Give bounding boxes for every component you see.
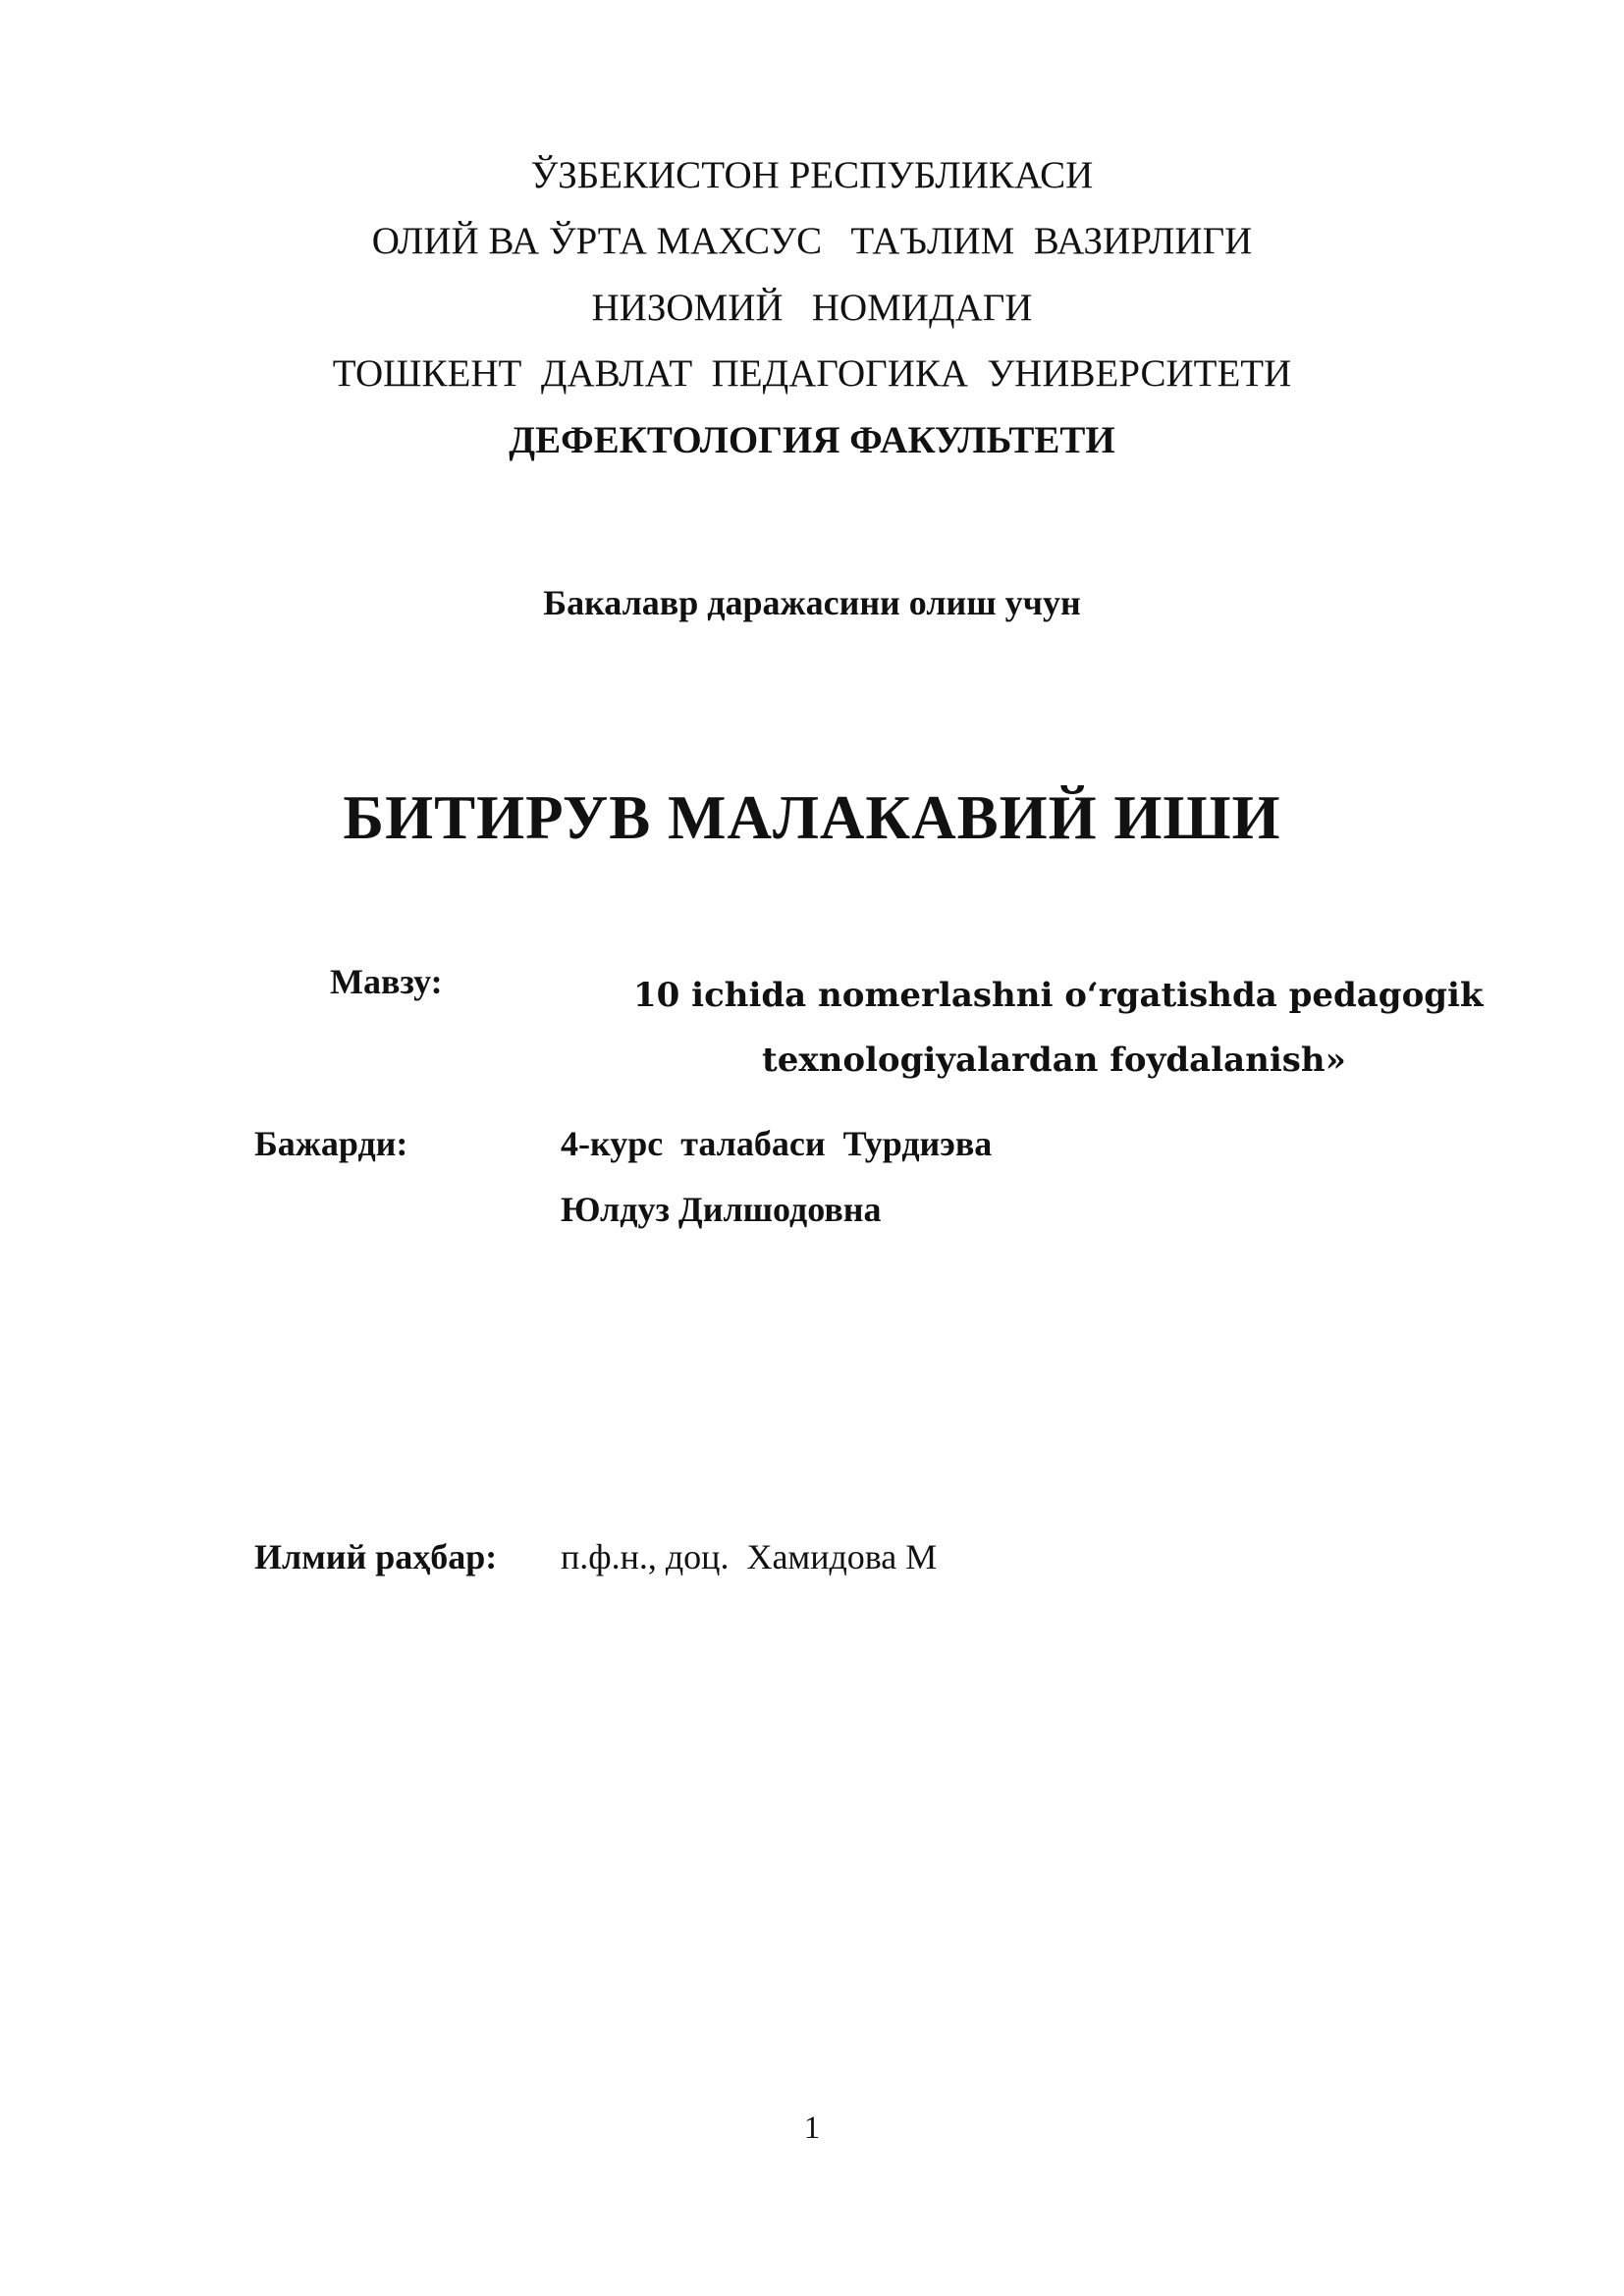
supervisor-label: Илмий раҳбар: xyxy=(254,1537,498,1576)
topic-line-1: 10 ichida nomerlashni o‘rgatishda pedagogik xyxy=(633,976,1484,1015)
header-ministry: ОЛИЙ ВА ЎРТА МАХСУС ТАЪЛИМ ВАЗИРЛИГИ xyxy=(371,220,1253,262)
author-label: Бажарди: xyxy=(254,1124,408,1163)
topic-label: Мавзу: xyxy=(330,962,443,1001)
author-line-2: Юлдуз Дилшодовна xyxy=(561,1190,882,1229)
page-number: 1 xyxy=(803,2110,821,2146)
topic-line-2: texnologiyalardan foydalanish» xyxy=(762,1041,1346,1080)
author-line-1: 4-курс талабаси Турдиэва xyxy=(561,1124,993,1163)
header-university: ТОШКЕНТ ДАВЛАТ ПЕДАГОГИКА УНИВЕРСИТЕТИ xyxy=(332,352,1292,395)
degree-line: Бакалавр даражасини олиш учун xyxy=(543,583,1081,622)
supervisor-value: п.ф.н., доц. Хамидова М xyxy=(561,1537,938,1576)
main-title: БИТИРУВ МАЛАКАВИЙ ИШИ xyxy=(343,783,1281,852)
header-country: ЎЗБЕКИСТОН РЕСПУБЛИКАСИ xyxy=(530,154,1094,196)
header-faculty: ДЕФЕКТОЛОГИЯ ФАКУЛЬТЕТИ xyxy=(509,419,1115,461)
header-named-after: НИЗОМИЙ НОМИДАГИ xyxy=(591,287,1033,329)
